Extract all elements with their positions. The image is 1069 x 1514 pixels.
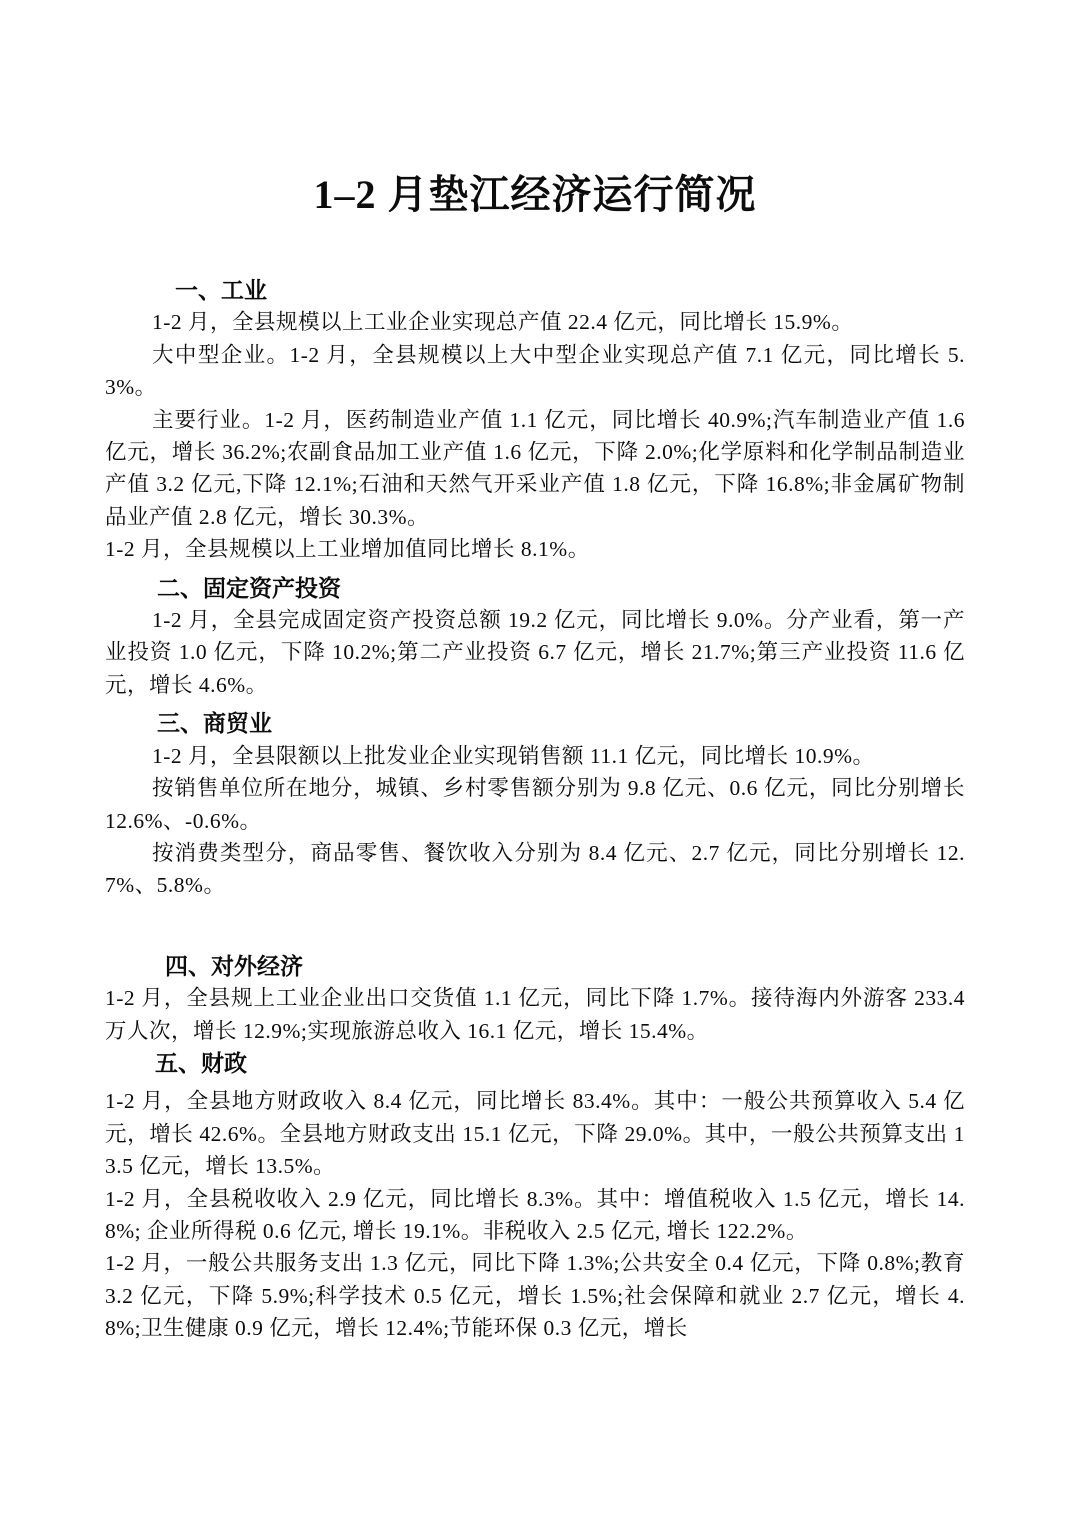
- section-fixed-asset-investment: [105, 572, 965, 702]
- section-industry: [105, 274, 965, 566]
- para-investment-by-industry: 1-2 月，全县完成固定资产投资总额 19.2 亿元，同比增长 9.0%。分产业看，第一产业投资 1.0 亿元，下降 10.2%;第二产业投资 6.7 亿元，增长 21.7%;第三产业投资 11.6 亿元，增长 4.6%。: [105, 608, 965, 697]
- heading-foreign-economy: 四、对外经济: [165, 952, 303, 979]
- para-retail-by-location: 按销售单位所在地分，城镇、乡村零售额分别为 9.8 亿元、0.6 亿元，同比分别增长 12.6%、-0.6%。: [105, 776, 965, 833]
- para-export-and-tourism: 1-2 月，全县规上工业企业出口交货值 1.1 亿元，同比下降 1.7%。接待海内外游客 233.4 万人次，增长 12.9%;实现旅游总收入 16.1 亿元，增长 15.4%。: [105, 986, 965, 1043]
- heading-commerce: 三、商贸业: [157, 710, 272, 737]
- para-retail-by-consumption-type: 按消费类型分，商品零售、餐饮收入分别为 8.4 亿元、2.7 亿元，同比分别增长 12.7%、5.8%。: [105, 840, 965, 898]
- heading-industry: 一、工业: [175, 277, 267, 303]
- section-commerce: [105, 707, 965, 901]
- para-large-medium-enterprises: 大中型企业。1-2 月，全县规模以上大中型企业实现总产值 7.1 亿元，同比增长 5.3%。: [105, 342, 965, 400]
- section-foreign-economy: [105, 950, 965, 1047]
- heading-fixed-asset-investment: 二、固定资产投资: [157, 574, 341, 601]
- para-fiscal-revenue-expenditure: 1-2 月，全县地方财政收入 8.4 亿元，同比增长 83.4%。其中：一般公共预算收入 5.4 亿元，增长 42.6%。全县地方财政支出 15.1 亿元，下降 29.0%。其中，一般公共预算支出 13.5 亿元，增长 13.5%。: [105, 1089, 965, 1179]
- para-industry-total-output: 1-2 月，全县规模以上工业企业实现总产值 22.4 亿元，同比增长 15.9%。: [152, 310, 854, 335]
- document-title: 1–2 月垫江经济运行简况: [313, 172, 757, 217]
- blank-line: [105, 902, 965, 950]
- para-tax-revenue: 1-2 月，全县税收收入 2.9 亿元，同比增长 8.3%。其中：增值税收入 1.5 亿元，增长 14.8%; 企业所得税 0.6 亿元, 增长 19.1%。非税收入 2.5 亿元, 增长 122.2%。: [105, 1186, 965, 1243]
- para-industrial-added-value: 1-2 月，全县规模以上工业增加值同比增长 8.1%。: [105, 537, 590, 562]
- para-major-industries: 主要行业。1-2 月，医药制造业产值 1.1 亿元，同比增长 40.9%;汽车制造业产值 1.6 亿元，增长 36.2%;农副食品加工业产值 1.6 亿元，下降 2.0%;化学原料和化学制品制造业产值 3.2 亿元,下降 12.1%;石油和天然气开采业产值 1.8 亿元，下降 16.8%;非金属矿物制品业产值 2.8 亿元，增长 30.3%。: [105, 407, 965, 529]
- para-wholesale-sales: 1-2 月，全县限额以上批发业企业实现销售额 11.1 亿元，同比增长 10.9%。: [152, 743, 875, 768]
- para-public-service-expenditure: 1-2 月，一般公共服务支出 1.3 亿元，同比下降 1.3%;公共安全 0.4 亿元，下降 0.8%;教育 3.2 亿元，下降 5.9%;科学技术 0.5 亿元，增长 1.5%;社会保障和就业 2.7 亿元，增长 4.8%;卫生健康 0.9 亿元，增长 12.4%;节能环保 0.3 亿元，增长: [105, 1251, 965, 1341]
- heading-finance: 五、财政: [155, 1049, 247, 1076]
- section-finance: [105, 1047, 965, 1345]
